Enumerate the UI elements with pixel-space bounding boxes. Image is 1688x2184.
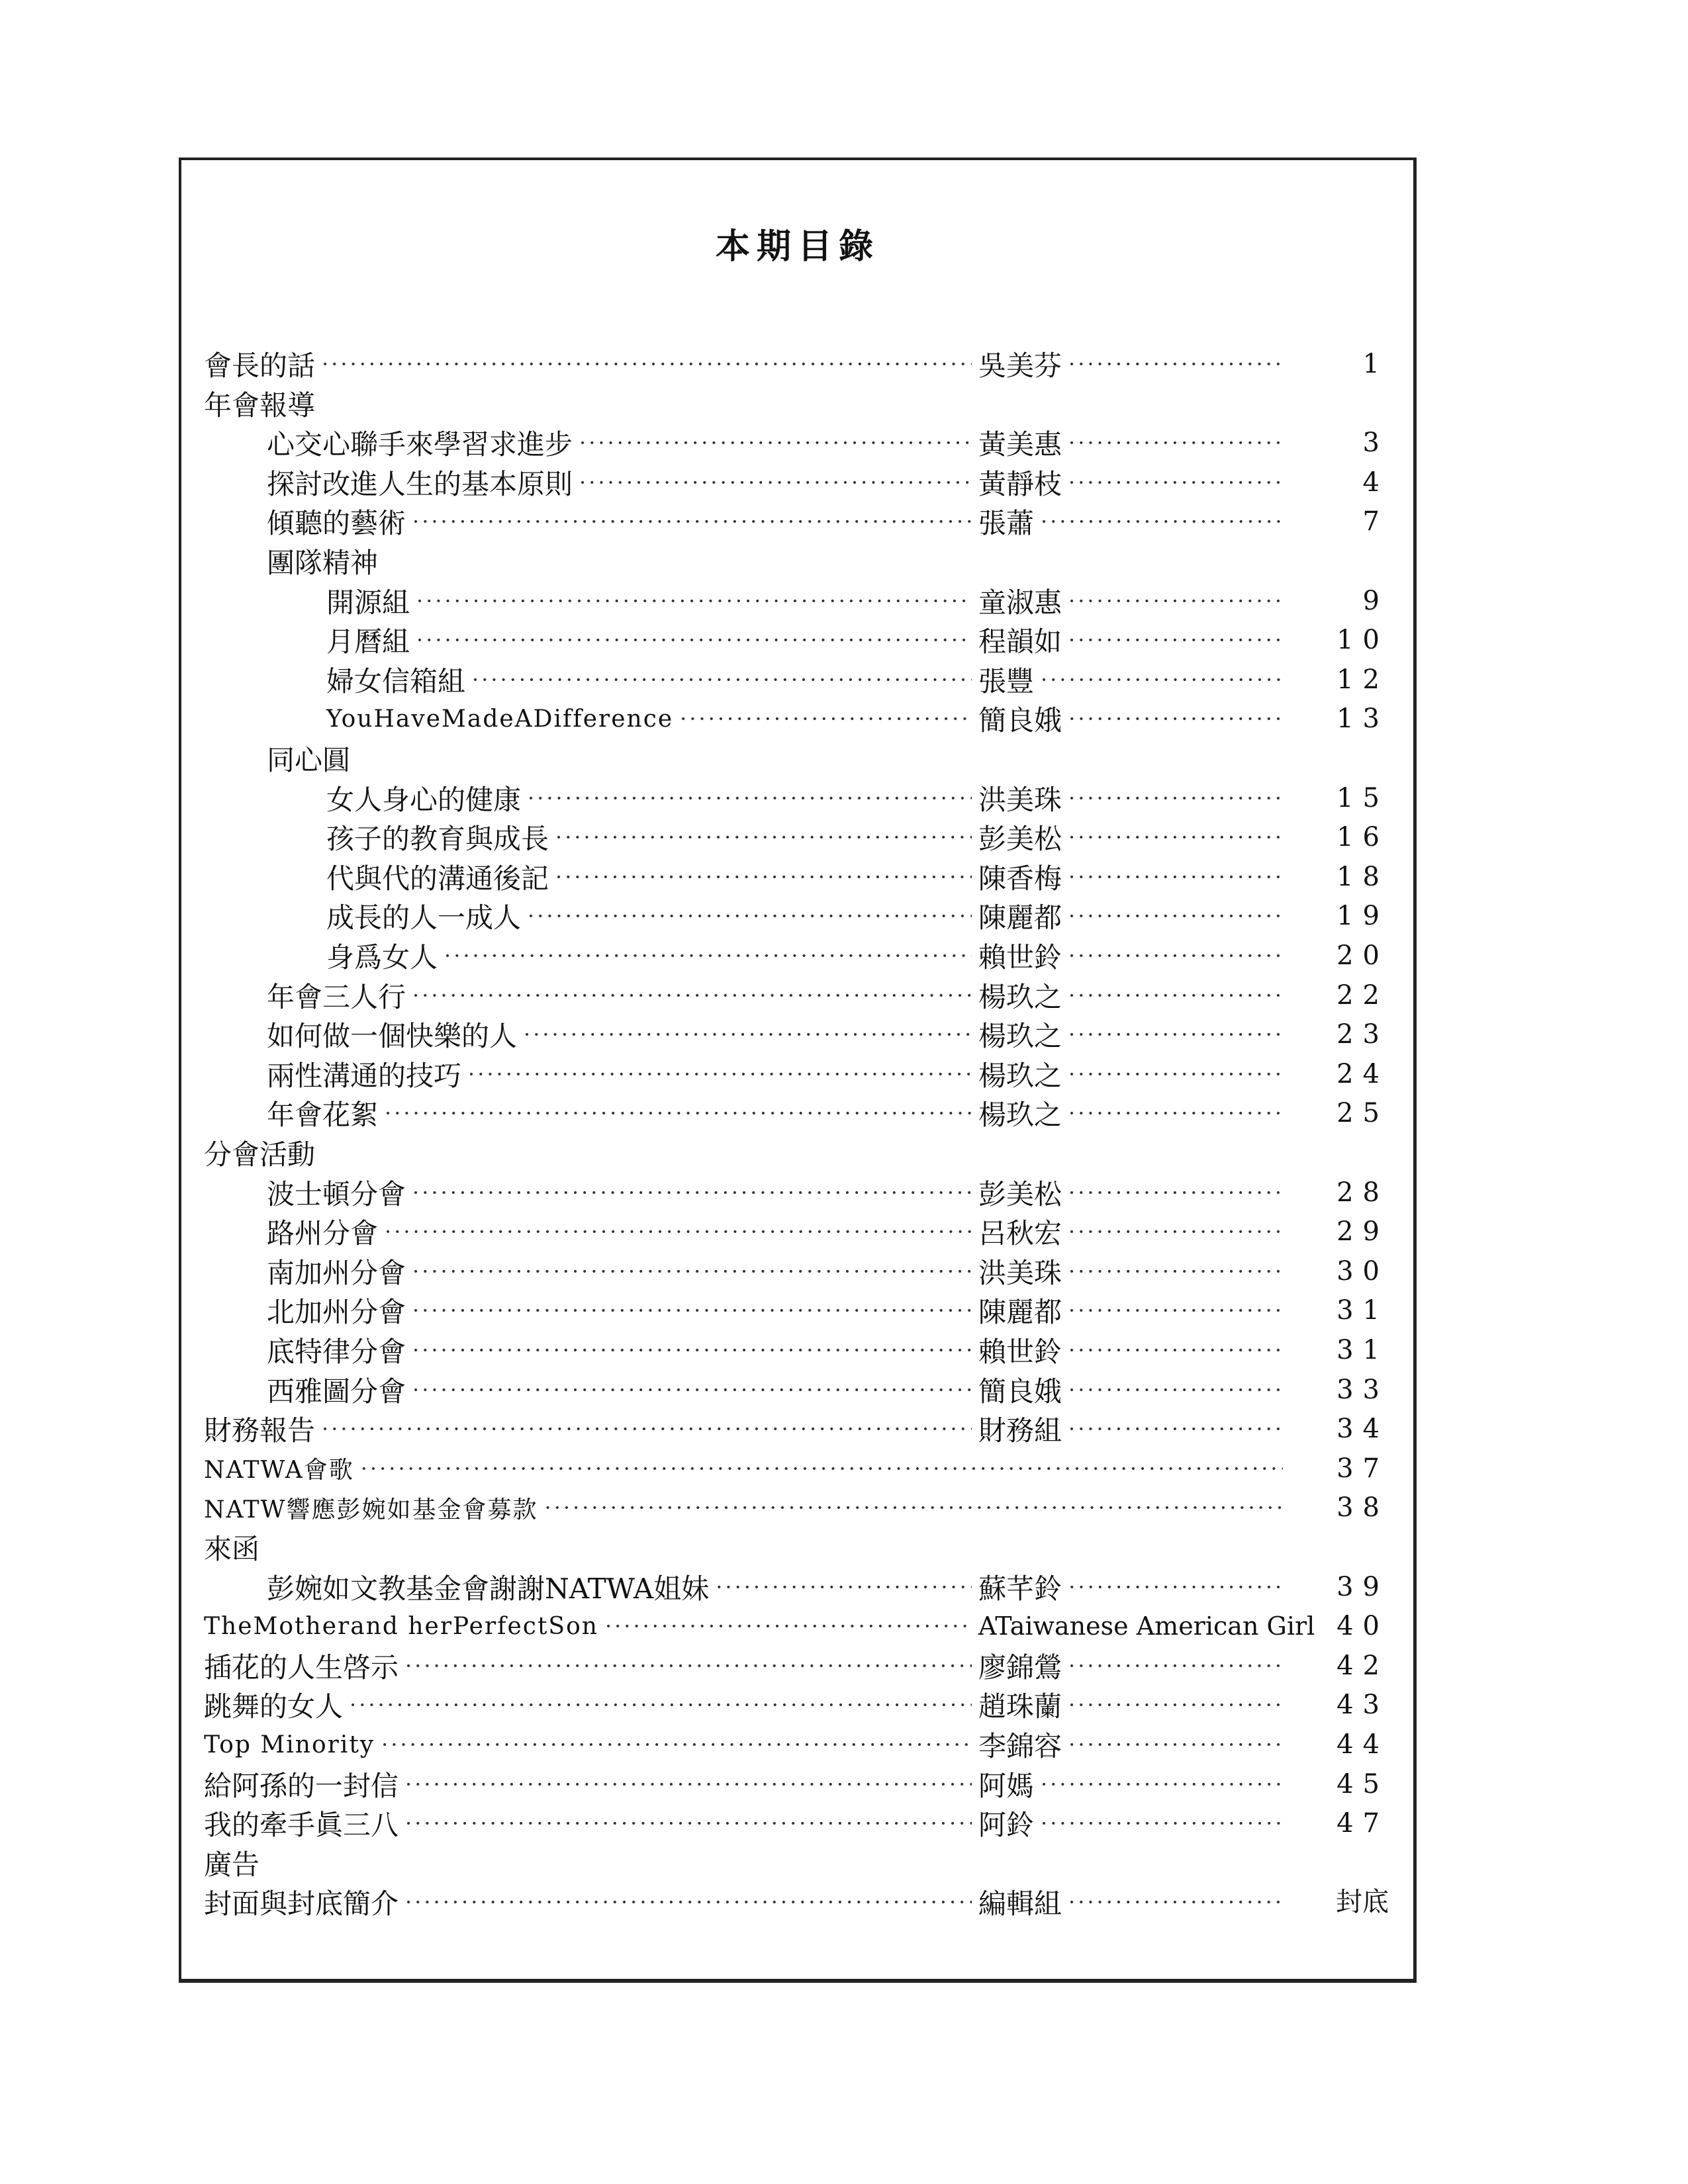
toc-entry-title: 我的牽手眞三八 bbox=[204, 1809, 399, 1842]
toc-entry-title: TheMotherand herPerfectSon bbox=[204, 1612, 598, 1640]
toc-entry bbox=[267, 1370, 1289, 1410]
toc-entry-author: 楊玖之 bbox=[978, 980, 1062, 1013]
toc-entry bbox=[267, 541, 378, 581]
toc-entry-author: 賴世鈴 bbox=[978, 941, 1062, 974]
toc-entry-title: 來函 bbox=[204, 1533, 260, 1565]
toc-entry bbox=[204, 1409, 1289, 1449]
toc-entry bbox=[204, 1882, 1289, 1922]
toc-entry bbox=[267, 1567, 1289, 1607]
leader-dots bbox=[416, 588, 972, 614]
leader-dots bbox=[381, 1732, 972, 1757]
toc-entry-page: 37 bbox=[1336, 1453, 1389, 1484]
leader-dots bbox=[1068, 1259, 1283, 1284]
toc-entry-title: 會長的話 bbox=[204, 349, 316, 382]
leader-dots bbox=[1068, 1653, 1283, 1678]
toc-entry-title: 底特律分會 bbox=[267, 1336, 406, 1368]
toc-entry bbox=[204, 1843, 259, 1883]
toc-entry bbox=[326, 817, 1289, 857]
toc-entry-author: 簡良娥 bbox=[978, 1375, 1062, 1408]
leader-dots bbox=[1041, 667, 1283, 692]
toc-entry bbox=[267, 1251, 1289, 1291]
toc-entry-author: 楊玖之 bbox=[978, 1059, 1062, 1092]
toc-entry-page: 封底 bbox=[1336, 1887, 1389, 1918]
leader-dots bbox=[555, 864, 972, 889]
toc-entry-title: 插花的人生啓示 bbox=[204, 1651, 399, 1684]
leader-dots bbox=[1068, 1101, 1283, 1126]
toc-entry-author: 李錦容 bbox=[978, 1730, 1062, 1762]
leader-dots bbox=[579, 470, 972, 495]
toc-entry-page: 28 bbox=[1336, 1177, 1389, 1208]
toc-entry bbox=[267, 976, 1289, 1015]
leader-dots bbox=[412, 1180, 972, 1205]
toc-entry bbox=[267, 1173, 1289, 1212]
leader-dots bbox=[472, 667, 972, 692]
leader-dots bbox=[1068, 864, 1283, 889]
toc-entry bbox=[326, 660, 1289, 700]
leader-dots bbox=[1068, 983, 1283, 1008]
toc-entry bbox=[204, 1133, 315, 1173]
toc-entry-author: 楊玖之 bbox=[978, 1020, 1062, 1053]
leader-dots bbox=[1068, 825, 1283, 850]
toc-entry-page: 1 bbox=[1362, 349, 1389, 379]
toc-entry-author: 財務組 bbox=[978, 1414, 1062, 1447]
toc-entry-title: 封面與封底簡介 bbox=[204, 1888, 399, 1921]
toc-entry-author: 呂秋宏 bbox=[978, 1217, 1062, 1250]
toc-entry-page: 38 bbox=[1336, 1492, 1389, 1524]
leader-dots bbox=[1068, 1732, 1283, 1757]
toc-entry-title: 北加州分會 bbox=[267, 1296, 406, 1329]
toc-entry bbox=[204, 384, 315, 424]
toc-entry-author: 黃靜枝 bbox=[978, 467, 1062, 500]
toc-entry-author: 陳香梅 bbox=[978, 862, 1062, 895]
leader-dots bbox=[1068, 470, 1283, 495]
toc-entry-title: 年會花絮 bbox=[267, 1099, 379, 1132]
toc-entry-title: 如何做一個快樂的人 bbox=[267, 1020, 518, 1053]
toc-entry-page: 33 bbox=[1336, 1374, 1389, 1405]
leader-dots bbox=[444, 943, 972, 968]
leader-dots bbox=[412, 983, 972, 1008]
toc-entry-author: ATaiwanese American Girl bbox=[978, 1612, 1315, 1641]
toc-entry-page: 3 bbox=[1362, 428, 1389, 459]
toc-entry-page: 29 bbox=[1336, 1216, 1389, 1248]
toc-entry bbox=[204, 344, 1289, 384]
toc-entry bbox=[267, 463, 1289, 502]
toc-entry-author: 編輯組 bbox=[978, 1888, 1062, 1921]
toc-entry-title: 開源組 bbox=[326, 586, 410, 619]
toc-entry-page: 45 bbox=[1336, 1768, 1389, 1799]
leader-dots bbox=[1068, 786, 1283, 811]
toc-entry-author: 童淑惠 bbox=[978, 586, 1062, 619]
toc-entry-title: 團隊精神 bbox=[267, 547, 379, 579]
toc-entry-page: 22 bbox=[1336, 979, 1389, 1011]
leader-dots bbox=[322, 351, 972, 377]
leader-dots bbox=[405, 1889, 972, 1915]
toc-entry-page: 16 bbox=[1336, 822, 1389, 853]
toc-entry-title: 跳舞的女人 bbox=[204, 1690, 344, 1723]
toc-entry-author: 吳美芬 bbox=[978, 349, 1062, 382]
toc-entry-author: 廖錦鶯 bbox=[978, 1651, 1062, 1684]
toc-entry bbox=[326, 778, 1289, 818]
toc-entry-title: 西雅圖分會 bbox=[267, 1375, 406, 1408]
toc-entry-title: 探討改進人生的基本原則 bbox=[267, 467, 573, 500]
toc-entry-author: 洪美珠 bbox=[978, 1256, 1062, 1289]
toc-entry bbox=[326, 581, 1289, 621]
toc-entry-page: 4 bbox=[1362, 467, 1389, 498]
toc-entry bbox=[267, 1330, 1289, 1370]
toc-entry-page: 15 bbox=[1336, 782, 1389, 813]
toc-entry-page: 9 bbox=[1362, 585, 1389, 616]
leader-dots bbox=[405, 1811, 972, 1836]
toc-entry-author: 洪美珠 bbox=[978, 783, 1062, 816]
leader-dots bbox=[1068, 1180, 1283, 1205]
toc-entry-title: 傾聽的藝術 bbox=[267, 507, 406, 540]
toc-entry-author: 張蕭 bbox=[978, 507, 1035, 540]
toc-entry bbox=[204, 1449, 1289, 1488]
leader-dots bbox=[412, 1338, 972, 1363]
toc-entry-author: 陳麗都 bbox=[978, 1296, 1062, 1329]
toc-entry-page: 18 bbox=[1336, 861, 1389, 892]
leader-dots bbox=[1068, 1338, 1283, 1363]
leader-dots bbox=[412, 1377, 972, 1402]
leader-dots bbox=[1041, 509, 1283, 534]
toc-entry-title: 孩子的教育與成長 bbox=[326, 823, 549, 856]
toc-entry-title: 南加州分會 bbox=[267, 1256, 406, 1289]
toc-entry-page: 40 bbox=[1336, 1611, 1389, 1642]
leader-dots bbox=[1041, 1772, 1283, 1797]
toc-entry-page: 31 bbox=[1336, 1335, 1389, 1365]
toc-entry bbox=[326, 857, 1289, 897]
leader-dots bbox=[1041, 1811, 1283, 1836]
toc-entry-page: 19 bbox=[1336, 901, 1389, 932]
toc-entry bbox=[204, 1685, 1289, 1725]
leader-dots bbox=[605, 1614, 972, 1639]
leader-dots bbox=[579, 430, 972, 455]
toc-entry-title: 代與代的溝通後記 bbox=[326, 862, 549, 895]
toc-entry-title: 女人身心的健康 bbox=[326, 783, 522, 816]
page-title: 本期目錄 bbox=[715, 226, 880, 267]
leader-dots bbox=[555, 825, 972, 850]
toc-entry bbox=[204, 1764, 1289, 1804]
toc-entry-title: 身爲女人 bbox=[326, 941, 438, 974]
toc-entry-title: YouHaveMadeADifference bbox=[326, 705, 674, 733]
leader-dots bbox=[1068, 1219, 1283, 1244]
toc-entry-page: 7 bbox=[1362, 506, 1389, 537]
leader-dots bbox=[1068, 351, 1283, 377]
leader-dots bbox=[680, 706, 972, 731]
leader-dots bbox=[385, 1101, 972, 1126]
toc-entry-title: 廣告 bbox=[204, 1848, 260, 1881]
leader-dots bbox=[416, 627, 972, 653]
toc-entry-title: 財務報告 bbox=[204, 1414, 316, 1447]
toc-entry-page: 13 bbox=[1336, 704, 1389, 735]
toc-entry-page: 34 bbox=[1336, 1414, 1389, 1445]
toc-entry bbox=[326, 936, 1289, 976]
toc-entry-title: 彭婉如文教基金會謝謝NATWA姐妹 bbox=[267, 1572, 710, 1605]
leader-dots bbox=[528, 786, 972, 811]
toc-entry-title: 波士頓分會 bbox=[267, 1177, 406, 1210]
toc-entry bbox=[267, 1291, 1289, 1330]
toc-entry-page: 44 bbox=[1336, 1729, 1389, 1760]
leader-dots bbox=[1068, 588, 1283, 614]
toc-entry bbox=[267, 423, 1289, 463]
toc-entry bbox=[267, 1015, 1289, 1054]
leader-dots bbox=[1068, 1574, 1283, 1600]
leader-dots bbox=[1068, 1416, 1283, 1441]
leader-dots bbox=[1068, 903, 1283, 929]
toc-entry-author: 阿鈴 bbox=[978, 1809, 1035, 1842]
toc-entry-title: 給阿孫的一封信 bbox=[204, 1769, 399, 1802]
leader-dots bbox=[528, 903, 972, 929]
leader-dots bbox=[1068, 1692, 1283, 1717]
toc-entry-author: 彭美松 bbox=[978, 1177, 1062, 1210]
toc-entry bbox=[267, 502, 1289, 541]
toc-entry bbox=[204, 1527, 259, 1567]
toc-entry bbox=[204, 1646, 1289, 1686]
toc-entry-title: 婦女信箱組 bbox=[326, 664, 466, 698]
toc-entry-author: 陳麗都 bbox=[978, 901, 1062, 934]
leader-dots bbox=[1068, 706, 1283, 731]
leader-dots bbox=[1068, 943, 1283, 968]
leader-dots bbox=[350, 1692, 972, 1717]
toc-entry-title: 成長的人一成人 bbox=[326, 901, 522, 934]
leader-dots bbox=[361, 1456, 1283, 1481]
toc-entry-page: 25 bbox=[1336, 1098, 1389, 1129]
toc-entry-author: 賴世鈴 bbox=[978, 1336, 1062, 1368]
toc-entry-author: 阿媽 bbox=[978, 1769, 1035, 1802]
leader-dots bbox=[1068, 1889, 1283, 1915]
toc-entry-page: 12 bbox=[1336, 664, 1389, 695]
leader-dots bbox=[412, 1259, 972, 1284]
toc-entry-page: 30 bbox=[1336, 1255, 1389, 1287]
leader-dots bbox=[1068, 1377, 1283, 1402]
leader-dots bbox=[405, 1772, 972, 1797]
toc-entry-title: 月曆組 bbox=[326, 625, 410, 659]
toc-entry-title: 兩性溝通的技巧 bbox=[267, 1059, 462, 1092]
leader-dots bbox=[716, 1574, 972, 1600]
toc-entry-page: 47 bbox=[1336, 1808, 1389, 1839]
leader-dots bbox=[524, 1022, 972, 1047]
leader-dots bbox=[412, 1298, 972, 1323]
toc-entry-author: 張豐 bbox=[978, 664, 1035, 698]
toc-entry-page: 31 bbox=[1336, 1295, 1389, 1326]
toc-entry-author: 趙珠蘭 bbox=[978, 1690, 1062, 1723]
toc-entry bbox=[326, 896, 1289, 936]
leader-dots bbox=[1068, 430, 1283, 455]
toc-entry-page: 23 bbox=[1336, 1019, 1389, 1050]
leader-dots bbox=[1068, 1298, 1283, 1323]
toc-entry-title: 同心圓 bbox=[267, 744, 351, 776]
leader-dots bbox=[545, 1495, 1283, 1520]
toc-entry bbox=[267, 739, 350, 778]
leader-dots bbox=[322, 1416, 972, 1441]
toc-entry bbox=[204, 1803, 1289, 1843]
toc-entry-title: NATWA會歌 bbox=[204, 1457, 354, 1484]
toc-entry bbox=[326, 620, 1289, 660]
toc-entry-page: 42 bbox=[1336, 1650, 1389, 1681]
leader-dots bbox=[1068, 1062, 1283, 1087]
toc-entry bbox=[204, 1606, 1315, 1646]
toc-entry-author: 簡良娥 bbox=[978, 704, 1062, 737]
toc-entry bbox=[326, 699, 1289, 739]
leader-dots bbox=[412, 509, 972, 534]
leader-dots bbox=[468, 1062, 972, 1087]
toc-entry-title: 年會報導 bbox=[204, 388, 316, 422]
leader-dots bbox=[1068, 1022, 1283, 1047]
toc-entry-title: NATW響應彭婉如基金會募款 bbox=[204, 1496, 538, 1524]
leader-dots bbox=[385, 1219, 972, 1244]
toc-entry bbox=[204, 1488, 1289, 1527]
toc-entry-author: 蘇芊鈴 bbox=[978, 1572, 1062, 1605]
toc-entry-page: 10 bbox=[1336, 625, 1389, 656]
toc-entry-title: 心交心聯手來學習求進步 bbox=[267, 428, 573, 461]
toc-entry-page: 20 bbox=[1336, 940, 1389, 971]
toc-entry bbox=[267, 1212, 1289, 1251]
toc-entry-title: 年會三人行 bbox=[267, 980, 406, 1013]
toc-entry-title: Top Minority bbox=[204, 1731, 375, 1758]
toc-entry-page: 39 bbox=[1336, 1571, 1389, 1602]
toc-entry-page: 24 bbox=[1336, 1058, 1389, 1089]
toc-entry-author: 程韻如 bbox=[978, 625, 1062, 659]
toc-entry-title: 分會活動 bbox=[204, 1138, 316, 1171]
toc-entry-author: 彭美松 bbox=[978, 823, 1062, 856]
toc-entry bbox=[204, 1725, 1289, 1764]
leader-dots bbox=[1068, 627, 1283, 653]
toc-entry-title: 路州分會 bbox=[267, 1217, 379, 1250]
toc-entry bbox=[267, 1093, 1289, 1133]
toc-entry-author: 楊玖之 bbox=[978, 1099, 1062, 1132]
toc-entry-author: 黃美惠 bbox=[978, 428, 1062, 461]
leader-dots bbox=[405, 1653, 972, 1678]
toc-entry bbox=[267, 1054, 1289, 1094]
toc-entry-page: 43 bbox=[1336, 1690, 1389, 1721]
